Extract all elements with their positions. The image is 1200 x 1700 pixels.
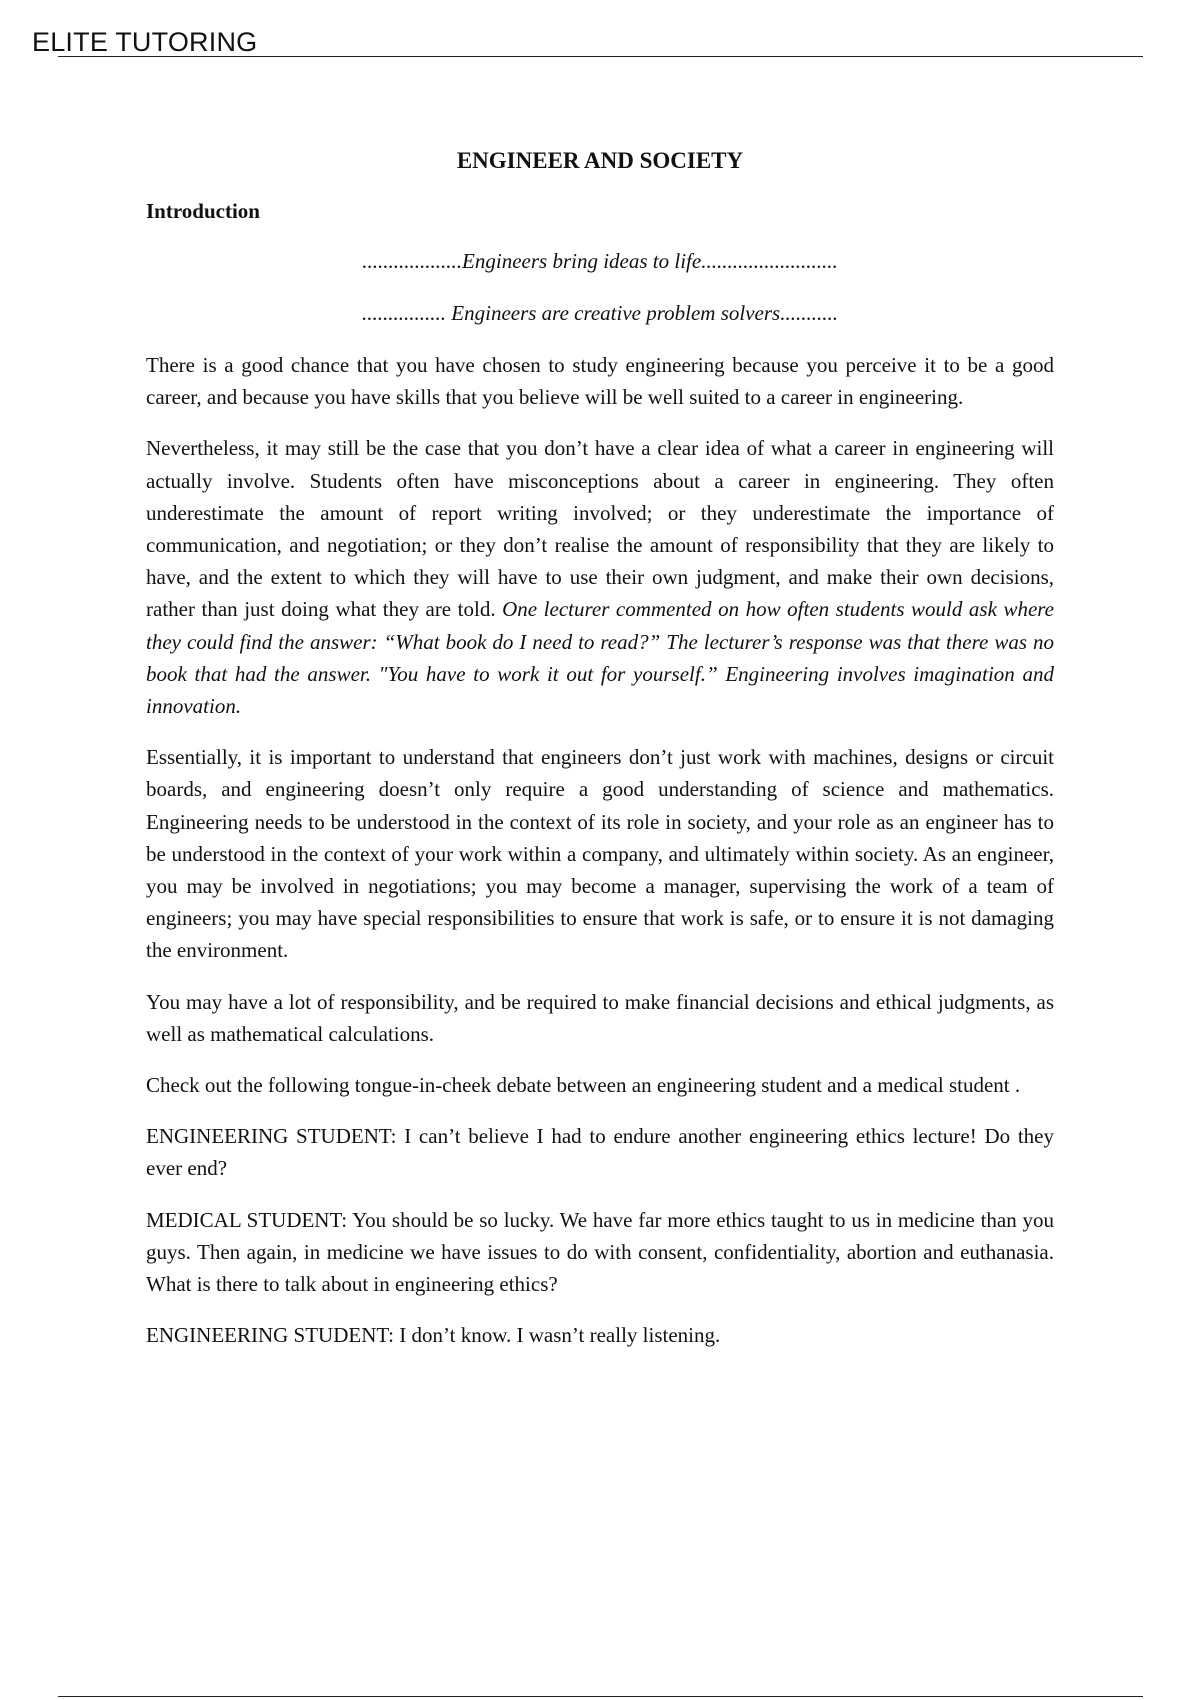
quote-line: ................ Engineers are creative problem solvers...........	[362, 301, 838, 325]
paragraph	[146, 432, 1054, 722]
header-title: ELITE TUTORING	[32, 27, 258, 57]
document-body	[146, 145, 1054, 1370]
quote-line: ...................Engineers bring ideas to life..........................	[362, 249, 838, 273]
paragraph: There is a good chance that you have chosen to study engineering because you perceive it to be a good career, and because you have skills that you believe will be well suited to a career in engineering.	[146, 353, 1054, 410]
dialogue-line: ENGINEERING STUDENT: I don’t know. I wasn’t really listening.	[146, 1323, 721, 1348]
paragraph: You may have a lot of responsibility, and be required to make financial decisions and ethical judgments, as well as mathematical calculations.	[146, 989, 1054, 1046]
dialogue-line: ENGINEERING STUDENT: I can’t believe I had to endure another engineering ethics lecture! Do they ever end?	[146, 1124, 1054, 1181]
dialogue-line: MEDICAL STUDENT: You should be so lucky. We have far more ethics taught to us in medicine than you guys. Then again, in medicine we have issues to do with consent, confidentiality, abortion and euthanasia. What is there to talk about in engineering ethics?	[146, 1207, 1054, 1297]
paragraph-text: Nevertheless, it may still be the case that you don’t have a clear idea of what a career in engineering will actually involve. Students often have misconceptions about a career in engineering. They often underestimate the amount of report writing involved; or they underestimate the importance of communication, and negotiation; or they don’t realise the amount of responsibility that they are likely to have, and the extent to which they will have to use their own judgment, and make their own decisions, rather than just doing what they are told.	[146, 436, 1054, 622]
footer-divider	[58, 1696, 1143, 1697]
section-heading: Introduction	[146, 199, 260, 223]
header-divider	[58, 56, 1143, 57]
paragraph: Check out the following tongue-in-cheek debate between an engineering student and a medical student .	[146, 1073, 1021, 1098]
document-title: ENGINEER AND SOCIETY	[456, 148, 744, 173]
paragraph-italic-text: One lecturer commented on how often students would ask where they could find the answer: “What book do I need to read?” The lecturer’s response was that there was no book that had the answer. "You have to work it out for yourself.” Engineering involves imagination and innovation.	[146, 597, 1054, 719]
paragraph: Essentially, it is important to understand that engineers don’t just work with machines, designs or circuit boards, and engineering doesn’t only require a good understanding of science and mathematics. Engineering needs to be understood in the context of its role in society, and your role as an engineer has to be understood in the context of your work within a company, and ultimately within society. As an engineer, you may be involved in negotiations; you may become a manager, supervising the work of a team of engineers; you may have special responsibilities to ensure that work is safe, or to ensure it is not damaging the environment.	[146, 745, 1054, 963]
